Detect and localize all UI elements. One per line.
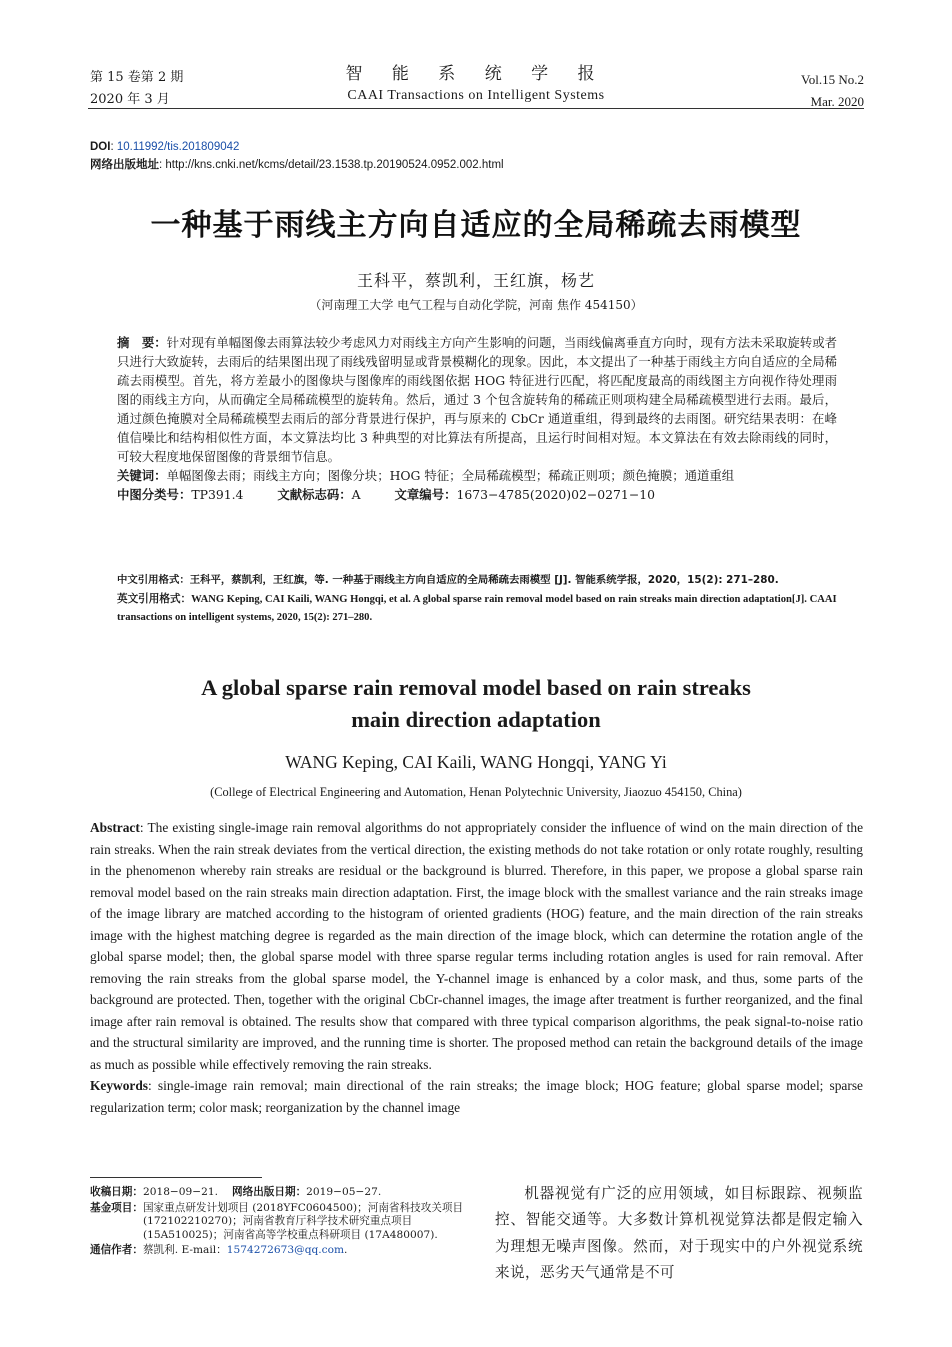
fund-label: 基金项目： <box>90 1201 143 1214</box>
doi-label: DOI <box>90 141 111 153</box>
citation-en-label: 英文引用格式： <box>117 593 192 605</box>
header-date-en: Mar. 2020 <box>810 94 864 109</box>
doi-link[interactable]: 10.11992/tis.201809042 <box>116 141 240 153</box>
citation-en <box>117 590 837 627</box>
body-paragraph: 机器视觉有广泛的应用领域，如目标跟踪、视频监控、智能交通等。大多数计算机视觉算法都是假定输入为理想无噪声图像。然而，对于现实中的户外视觉系统来说，恶劣天气通常是不可 <box>495 1185 863 1282</box>
affiliation-en: (College of Electrical Engineering and Automation, Henan Polytechnic University, Jiaozuo 454150, China) <box>210 785 742 799</box>
footnote-dates <box>90 1186 468 1200</box>
body-text-column <box>495 1181 863 1287</box>
abstract-cn-text: 针对现有单幅图像去雨算法较少考虑风力对雨线主方向产生影响的问题，当雨线偏离垂直方向时，现有方法未采取旋转或者只进行大致旋转，去雨后的结果图出现了雨线残留明显或背景模糊化的现象。因此，本文提出了一种基于雨线主方向自适应的全局稀疏去雨模型。首先，将方差最小的图像块与图像库的雨线图依据 HOG 特征进行匹配，将匹配度最高的雨线图主方向视作待处理雨图的雨线主方向，从而确定全局稀疏模型的旋转角。然后，通过 3 个包含旋转角的稀疏正则项构建全局稀疏模型进行去雨。最后，通过颜色掩膜对全局稀疏模型去雨后的部分背景进行保护，再与原来的 CbCr 通道重组，得到最终的去雨图。研究结果表明：在峰值信噪比和结构相似性方面，本文算法均比 3 种典型的对比算法有所提高，且运行时间相对短。本文算法在有效去除雨线的同时，可较大程度地保留图像的背景细节信息。 <box>117 335 838 464</box>
doc-code-label: 文献标志码： <box>277 487 352 502</box>
fund-text: 国家重点研发计划项目 (2018YFC0604500)；河南省科技攻关项目 (172102210270)；河南省教育厅科学技术研究重点项目 (15A510025)；河南省高等学校重点科研项目 (17A480007). <box>142 1201 464 1241</box>
header-issue-info-en <box>801 69 864 113</box>
abstract-cn <box>117 333 837 466</box>
classification-row <box>117 485 837 504</box>
title-en-line2: main direction adaptation <box>351 707 601 732</box>
keywords-cn <box>117 466 837 485</box>
online-date: 2019−05−27. <box>306 1186 382 1198</box>
keywords-en-text: single-image rain removal; main directional of the rain streaks; the image block; HOG feature; global sparse model; sparse regularization term; color mask; reorganization by the channel image <box>90 1078 863 1115</box>
header-volume: 第 15 卷第 2 期 <box>90 70 184 85</box>
online-label: 网络出版地址 <box>90 159 159 171</box>
keywords-en-label: Keywords <box>90 1078 149 1093</box>
footnotes-block <box>90 1186 468 1260</box>
authors-cn: 王科平，蔡凯利，王红旗，杨艺 <box>356 271 595 290</box>
header-date: 2020 年 3 月 <box>90 92 170 107</box>
keywords-en: Keywords: single-image rain removal; main directional of the rain streaks; the image block; HOG feature; global sparse model; sparse regularization term; color mask; reorganization by the channel image <box>90 1078 863 1115</box>
corresponding-label: 通信作者： <box>90 1244 143 1256</box>
article-no-label: 文章编号： <box>394 487 457 502</box>
email-link[interactable]: 1574272673@qq.com <box>226 1244 345 1256</box>
abstract-en-text: The existing single-image rain removal algorithms do not appropriately consider the influence of wind on the main direction of the rain streaks. When the rain streak deviates from the vertical direction, the existing methods do not take rotation or only rotate roughly, resulting in the phenomenon whereby rain streaks are residual or the background is blurred. Therefore, in this paper, we propose a global sparse rain removal model based on the rain streaks main direction adaptation. First, the image block with the smallest variance and the rain streaks image of the image library are matched according to the histogram of oriented gradients (HOG) feature, and the main direction of the rain streaks image with the highest matching degree is regarded as the main direction of the image block, which can determine the rotation angle of the global sparse model; then, the global sparse model with three sparse regular terms including rotation angles is used for rain removal. After removing the rain streaks from the global sparse model, the Y-channel image is enhanced by a color mask, and thus, some parts of the background are protected. Then, together with the original CbCr-channel images, the image after treatment is further reorganized, and the final image after rain removal is obtained. The results show that compared with three typical comparison algorithms, the peak signal-to-noise ratio and the structural similarity are improved, and the running time is shorter. The proposed method can retain the background details of the image as much as possible while effectively removing the rain streaks. <box>90 820 864 1072</box>
header-divider <box>88 108 864 109</box>
paper-title-en <box>0 672 952 736</box>
abstract-en-block <box>90 817 863 1118</box>
footnote-divider <box>90 1177 262 1178</box>
paper-title-cn: 一种基于雨线主方向自适应的全局稀疏去雨模型 <box>150 208 802 243</box>
citation-cn <box>117 571 837 589</box>
corresponding-author: 蔡凯利. E-mail： <box>142 1244 227 1256</box>
abstract-en: Abstract: The existing single-image rain removal algorithms do not appropriately consider the influence of wind on the main direction of the rain streaks. When the rain streak deviates from the vertical direction, the existing methods do not take rotation or only rotate roughly, resulting in the phenomenon whereby rain streaks are residual or the background is blurred. Therefore, in this paper, we propose a global sparse rain removal model based on the rain streaks main direction adaptation. First, the image block with the smallest variance and the rain streaks image of the image library are matched according to the histogram of oriented gradients (HOG) feature, and the main direction of the rain streaks image with the highest matching degree is regarded as the main direction of the image block, which can determine the rotation angle of the global sparse model; then, the global sparse model with three sparse regular terms including rotation angles is used for rain removal. After removing the rain streaks from the global sparse model, the Y-channel image is enhanced by a color mask, and thus, some parts of the background are protected. Then, together with the original CbCr-channel images, the image after treatment is further reorganized, and the final image after rain removal is obtained. The results show that compared with three typical comparison algorithms, the peak signal-to-noise ratio and the structural similarity are improved, and the running time is shorter. The proposed method can retain the background details of the image as much as possible while effectively removing the rain streaks. <box>90 820 864 1072</box>
clc-value: TP391.4 <box>191 487 244 502</box>
journal-title-en: CAAI Transactions on Intelligent Systems <box>347 88 605 103</box>
citation-cn-label: 中文引用格式： <box>117 574 190 586</box>
footnote-corresponding <box>90 1244 468 1258</box>
abstract-en-label: Abstract <box>90 820 140 835</box>
citation-en-text: WANG Keping, CAI Kaili, WANG Hongqi, et al. A global sparse rain removal model based on rain streaks main direction adaptation[J]. CAAI transactions on intelligent systems, 2020, 15(2): 271–280. <box>117 594 837 623</box>
abstract-cn-block <box>117 333 837 504</box>
doc-code-value: A <box>351 487 361 502</box>
authors-en: WANG Keping, CAI Kaili, WANG Hongqi, YANG Yi <box>285 752 667 772</box>
keywords-cn-label: 关键词： <box>117 468 167 483</box>
online-url[interactable]: http://kns.cnki.net/kcms/detail/23.1538.tp.20190524.0952.002.html <box>165 159 504 171</box>
article-no-value: 1673−4785(2020)02−0271−10 <box>456 487 655 502</box>
online-date-label: 网络出版日期： <box>232 1186 307 1198</box>
email-end: . <box>344 1244 348 1256</box>
citation-block <box>117 571 837 628</box>
clc-label: 中图分类号： <box>117 487 192 502</box>
keywords-cn-text: 单幅图像去雨；雨线主方向；图像分块；HOG 特征；全局稀疏模型；稀疏正则项；颜色掩膜；通道重组 <box>166 468 735 483</box>
journal-title-cn: 智 能 系 统 学 报 <box>345 64 607 84</box>
doi-block: DOI: 10.11992/tis.201809042 网络出版地址: http://kns.cnki.net/kcms/detail/23.1538.tp.20190524.0952.002.html <box>90 141 504 171</box>
received-date: 2018−09−21. <box>142 1186 219 1198</box>
citation-cn-text: 王科平，蔡凯利，王红旗，等. 一种基于雨线主方向自适应的全局稀疏去雨模型 [J]. 智能系统学报，2020，15(2): 271–280. <box>189 574 779 586</box>
received-label: 收稿日期： <box>90 1186 143 1198</box>
footnote-fund <box>90 1202 468 1243</box>
title-en-line1: A global sparse rain removal model based on rain streaks <box>201 675 751 700</box>
affiliation-cn: （河南理工大学 电气工程与自动化学院，河南 焦作 454150） <box>309 298 643 312</box>
header-volume-en: Vol.15 No.2 <box>801 72 864 87</box>
abstract-cn-label: 摘 要： <box>117 335 167 350</box>
